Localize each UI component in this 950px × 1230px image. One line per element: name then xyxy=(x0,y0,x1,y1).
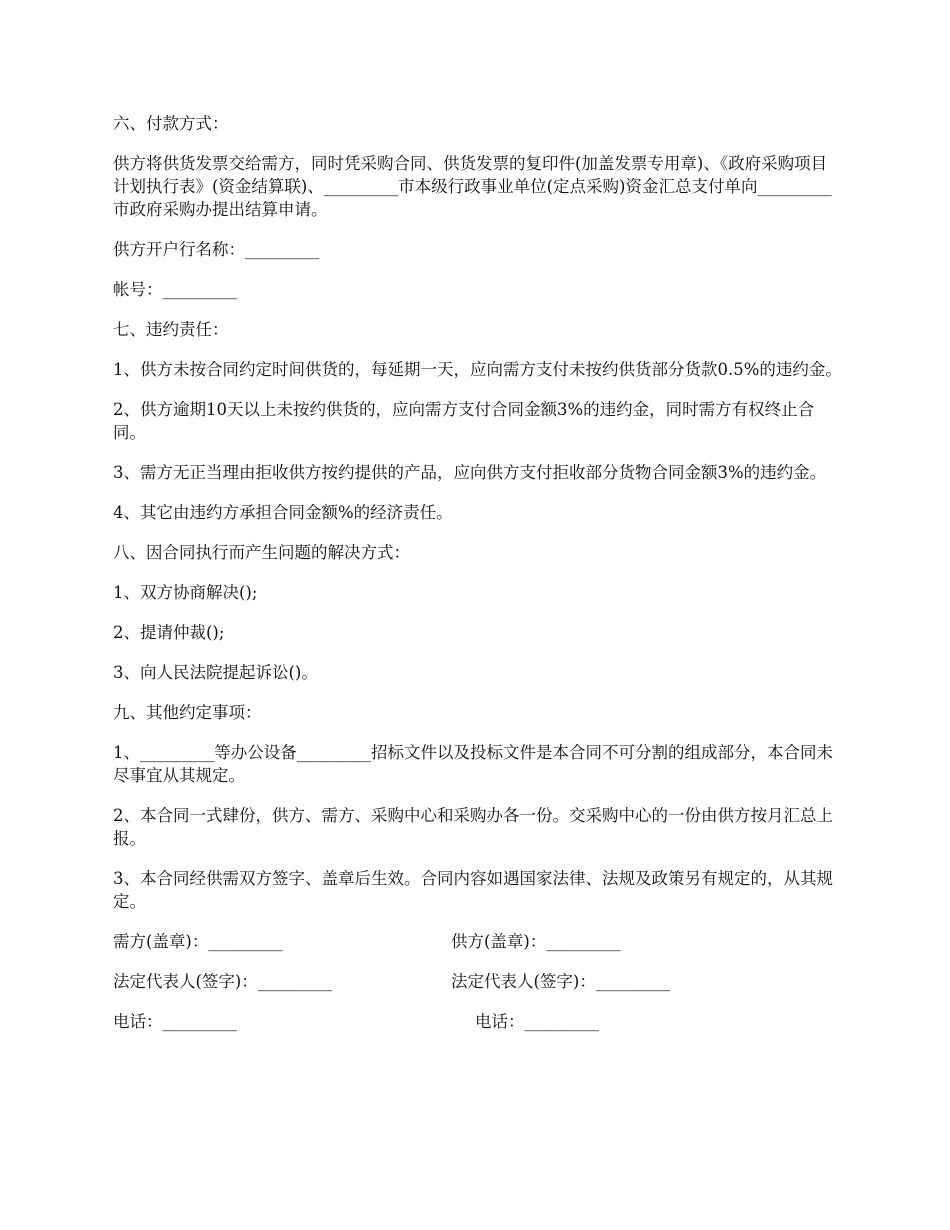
supplier-phone-field: 电话：_________ xyxy=(475,1012,599,1031)
section-heading-payment: 六、付款方式： xyxy=(113,114,229,133)
buyer-phone-field: 电话：_________ xyxy=(113,1012,237,1031)
document-body xyxy=(113,112,843,1050)
dispute-option-3: 3、向人民法院提起诉讼()。 xyxy=(113,663,318,682)
dispute-option-1: 1、双方协商解决(); xyxy=(113,583,258,602)
liability-clause-3: 3、需方无正当理由拒收供方按约提供的产品，应向供方支付拒收部分货物合同金额3%的违约金。 xyxy=(113,463,827,482)
account-number: 帐号：_________ xyxy=(113,280,237,299)
supplier-bank-name: 供方开户行名称：_________ xyxy=(113,240,320,259)
payment-terms-paragraph: 供方将供货发票交给需方，同时凭采购合同、供货发票的复印件(加盖发票专用章)、《政府采购项目计划执行表》(资金结算联)、_________市本级行政事业单位(定点采购)资金汇总支付单向_________市政府采购办提出结算申请。 xyxy=(113,154,832,219)
other-clause-3: 3、本合同经供需双方签字、盖章后生效。合同内容如遇国家法律、法规及政策另有规定的，从其规定。 xyxy=(113,869,833,911)
liability-clause-1: 1、供方未按合同约定时间供货的，每延期一天，应向需方支付未按约供货部分货款0.5%的违约金。 xyxy=(113,360,842,379)
section-heading-liability: 七、违约责任： xyxy=(113,320,229,339)
liability-clause-2: 2、供方逾期10天以上未按约供货的，应向需方支付合同金额3%的违约金，同时需方有权终止合同。 xyxy=(113,400,815,442)
buyer-seal-field: 需方(盖章)：_________ xyxy=(113,932,283,951)
buyer-representative-field: 法定代表人(签字)：_________ xyxy=(113,972,333,991)
supplier-representative-field: 法定代表人(签字)：_________ xyxy=(451,972,671,991)
dispute-option-2: 2、提请仲裁(); xyxy=(113,623,225,642)
other-clause-2: 2、本合同一式肆份，供方、需方、采购中心和采购办各一份。交采购中心的一份由供方按月汇总上报。 xyxy=(113,806,833,848)
signature-row-representative xyxy=(113,970,843,993)
section-heading-other: 九、其他约定事项： xyxy=(113,703,262,722)
signature-row-seal xyxy=(113,930,843,953)
other-clause-1: 1、_________等办公设备_________招标文件以及投标文件是本合同不可分割的组成部分，本合同未尽事宜从其规定。 xyxy=(113,743,833,785)
section-heading-dispute: 八、因合同执行而产生问题的解决方式： xyxy=(113,543,410,562)
signature-row-phone xyxy=(113,1010,843,1033)
liability-clause-4: 4、其它由违约方承担合同金额%的经济责任。 xyxy=(113,503,453,522)
supplier-seal-field: 供方(盖章)：_________ xyxy=(451,932,621,951)
